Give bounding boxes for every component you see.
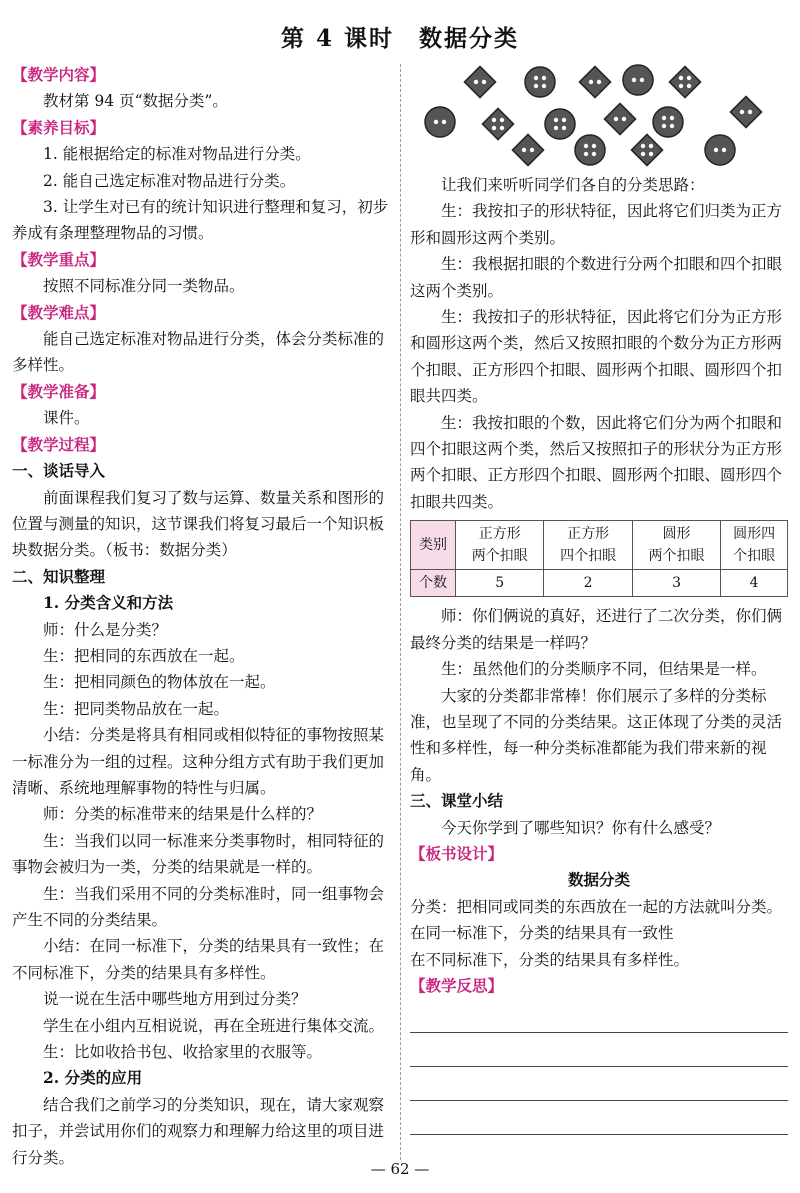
page-title: 第 4 课时 数据分类 <box>280 25 520 52</box>
table-header-cell: 圆形 两个扣眼 <box>632 521 720 570</box>
button-hole <box>584 152 588 156</box>
dialogue-line: 师：什么是分类？ <box>43 620 168 639</box>
dialogue-line: 生：我按扣子的形状特征，因此将它们分为正方形和圆形这两个类，然后又按照扣眼的个数分为正方形两个扣眼、正方形四个扣眼、圆形两个扣眼、圆形四个扣眼共四类。 <box>410 308 783 406</box>
button-hole <box>714 148 718 152</box>
button-hole <box>632 78 636 82</box>
button-hole <box>740 110 744 114</box>
writing-line <box>410 1033 788 1067</box>
writing-line <box>410 1067 788 1101</box>
button-hole <box>542 84 546 88</box>
round-button-icon <box>705 135 735 165</box>
dialogue-line: 小结：分类是将具有相同或相似特征的事物按照某一标准分为一组的过程。这种分组方式有助于我们更加清晰、系统地理解事物的特性与归属。 <box>12 726 385 797</box>
square-button-icon <box>669 66 700 97</box>
table-cell: 3 <box>632 570 720 597</box>
button-hole <box>670 124 674 128</box>
dialogue-line: 生：把相同的东西放在一起。 <box>43 646 245 665</box>
buttons-illustration <box>420 64 790 172</box>
button-hole <box>662 116 666 120</box>
square-button-icon <box>604 103 635 134</box>
dialogue-line: 说一说在生活中哪些地方用到过分类？ <box>43 990 307 1009</box>
dialogue-line: 生：当我们采用不同的分类标准时，同一组事物会产生不同的分类结果。 <box>12 884 385 929</box>
column-divider <box>400 64 401 1160</box>
square-button-icon <box>482 108 513 139</box>
button-hole <box>474 80 478 84</box>
round-button-icon <box>425 107 455 137</box>
dialogue-line: 生：当我们以同一标准来分类事物时，相同特征的事物会被归为一类，分类的结果就是一样的。 <box>12 831 385 877</box>
section-heading: 【教学难点】 <box>12 302 106 322</box>
button-hole <box>592 144 596 148</box>
subheading: 2. 分类的应用 <box>43 1068 143 1088</box>
page-number: — 62 — <box>370 1160 430 1178</box>
left-column <box>12 62 390 1171</box>
goal-item: 1. 能根据给定的标准对物品进行分类。 <box>43 145 311 164</box>
writing-line <box>410 999 788 1033</box>
paragraph: 按照不同标准分同一类物品。 <box>43 277 245 296</box>
button-hole <box>534 84 538 88</box>
board-title: 数据分类 <box>567 870 630 890</box>
button-hole <box>500 118 504 122</box>
table-header-row <box>411 521 788 570</box>
dialogue-line: 生：虽然他们的分类顺序不同，但结果是一样。 <box>441 660 767 679</box>
paragraph: 结合我们之前学习的分类知识，现在，请大家观察扣子，并尝试用你们的观察力和理解力给这里的项目进行分类。 <box>12 1095 385 1167</box>
dialogue-line: 小结：在同一标准下，分类的结果具有一致性；在不同标准下，分类的结果具有多样性。 <box>12 937 385 982</box>
button-hole <box>562 118 566 122</box>
button-hole <box>492 118 496 122</box>
button-hole <box>434 120 438 124</box>
button-hole <box>640 78 644 82</box>
section-heading: 【板书设计】 <box>410 843 504 863</box>
button-hole <box>442 120 446 124</box>
button-hole <box>592 152 596 156</box>
section-heading: 【素养目标】 <box>12 117 106 137</box>
reflection-lines <box>410 999 788 1135</box>
button-hole <box>649 144 653 148</box>
dialogue-line: 师：你们俩说的真好，还进行了二次分类，你们俩最终分类的结果是一样吗？ <box>410 607 783 652</box>
button-hole <box>584 144 588 148</box>
round-button-icon <box>623 65 653 95</box>
classification-table <box>410 520 788 597</box>
dialogue-line: 生：比如收拾书包、收拾家里的衣服等。 <box>43 1043 323 1062</box>
buttons-icon <box>420 64 790 172</box>
button-hole <box>492 126 496 130</box>
dialogue-line: 学生在小组内互相说说，再在全班进行集体交流。 <box>43 1016 385 1035</box>
paragraph: 课件。 <box>43 409 90 428</box>
button-hole <box>500 126 504 130</box>
round-button-icon <box>525 67 555 97</box>
table-cell: 4 <box>721 570 788 597</box>
board-line: 分类：把相同或同类的东西放在一起的方法就叫分类。 <box>410 897 783 916</box>
button-hole <box>670 116 674 120</box>
subheading: 三、课堂小结 <box>410 791 504 811</box>
square-button-icon <box>631 134 662 165</box>
subheading: 一、谈话导入 <box>12 461 106 481</box>
table-row <box>411 570 788 597</box>
paragraph: 让我们来听听同学们各自的分类思路： <box>441 176 705 194</box>
button-hole <box>534 76 538 80</box>
right-column <box>410 172 788 1135</box>
dialogue-line: 生：把同类物品放在一起。 <box>43 699 230 718</box>
table-header-cell: 圆形四 个扣眼 <box>721 521 788 570</box>
button-hole <box>554 118 558 122</box>
dialogue-line: 生：我根据扣眼的个数进行分两个扣眼和四个扣眼这两个类别。 <box>410 255 783 300</box>
button-hole <box>679 76 683 80</box>
button-hole <box>614 117 618 121</box>
button-hole <box>662 124 666 128</box>
button-hole <box>748 110 752 114</box>
dialogue-line: 生：把相同颜色的物体放在一起。 <box>43 673 276 692</box>
button-hole <box>687 76 691 80</box>
square-button-icon <box>464 66 495 97</box>
button-hole <box>589 80 593 84</box>
square-button-icon <box>730 96 761 127</box>
paragraph: 今天你学到了哪些知识？你有什么感受？ <box>441 818 721 837</box>
round-button-icon <box>653 107 683 137</box>
subheading: 二、知识整理 <box>12 566 106 586</box>
button-hole <box>482 80 486 84</box>
square-button-icon <box>512 134 543 165</box>
section-heading: 【教学过程】 <box>12 434 106 454</box>
square-button-icon <box>579 66 610 97</box>
button-hole <box>522 148 526 152</box>
section-heading: 【教学内容】 <box>12 65 106 84</box>
round-button-icon <box>545 109 575 139</box>
goal-item: 3. 让学生对已有的统计知识进行整理和复习，初步养成有条理整理物品的习惯。 <box>12 198 389 243</box>
button-hole <box>530 148 534 152</box>
dialogue-line: 师：分类的标准带来的结果是什么样的？ <box>43 805 323 824</box>
table-header-cell: 正方形 四个扣眼 <box>544 521 632 570</box>
paragraph: 能自己选定标准对物品进行分类，体会分类标准的多样性。 <box>12 330 385 375</box>
button-hole <box>641 144 645 148</box>
paragraph: 前面课程我们复习了数与运算、数量关系和图形的位置与测量的知识，这节课我们将复习最后一个知识板块数据分类。（板书：数据分类） <box>12 488 385 560</box>
button-hole <box>641 152 645 156</box>
table-cell: 5 <box>455 570 543 597</box>
table-cell: 2 <box>544 570 632 597</box>
board-line: 在不同标准下，分类的结果具有多样性。 <box>410 950 690 969</box>
button-hole <box>649 152 653 156</box>
button-hole <box>722 148 726 152</box>
goal-item: 2. 能自己选定标准对物品进行分类。 <box>43 171 296 190</box>
section-heading: 【教学反思】 <box>410 975 504 995</box>
writing-line <box>410 1101 788 1135</box>
table-header-cell: 类别 <box>411 521 456 570</box>
button-hole <box>687 84 691 88</box>
dialogue-line: 生：我按扣子的形状特征，因此将它们归类为正方形和圆形这两个类别。 <box>410 202 783 247</box>
board-line: 在同一标准下，分类的结果具有一致性 <box>410 924 674 943</box>
button-hole <box>554 126 558 130</box>
round-button-icon <box>575 135 605 165</box>
dialogue-line: 生：我按扣眼的个数，因此将它们分为两个扣眼和四个扣眼这两个类，然后又按照扣子的形状分为正方形两个扣眼、正方形四个扣眼、圆形两个扣眼、圆形四个扣眼共四类。 <box>410 413 783 511</box>
button-hole <box>562 126 566 130</box>
button-hole <box>597 80 601 84</box>
table-header-cell: 正方形 两个扣眼 <box>455 521 543 570</box>
paragraph: 教材第 94 页“数据分类”。 <box>43 92 228 111</box>
button-hole <box>679 84 683 88</box>
subheading: 1. 分类含义和方法 <box>43 593 174 613</box>
table-row-label: 个数 <box>411 570 456 597</box>
section-heading: 【教学准备】 <box>12 381 106 401</box>
button-hole <box>622 117 626 121</box>
paragraph: 大家的分类都非常棒！你们展示了多样的分类标准，也呈现了不同的分类结果。这正体现了分类的灵活性和多样性，每一种分类标准都能为我们带来新的视角。 <box>410 686 783 784</box>
section-heading: 【教学重点】 <box>12 249 106 269</box>
button-hole <box>542 76 546 80</box>
